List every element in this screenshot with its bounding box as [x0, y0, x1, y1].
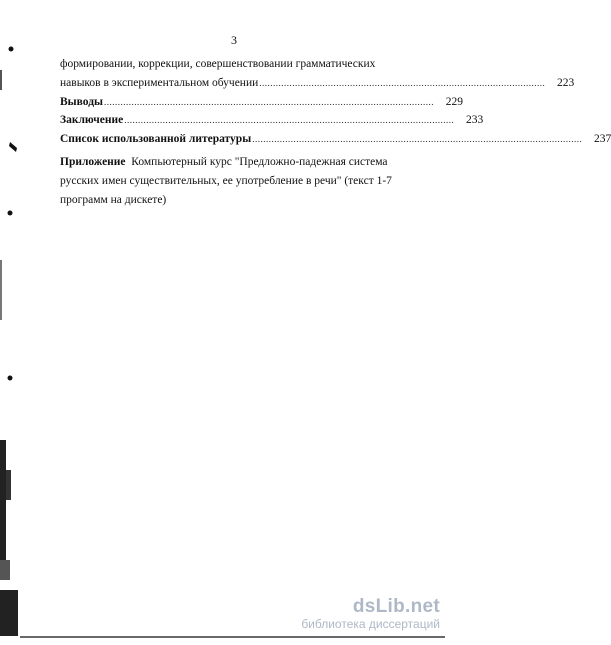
- toc-page-number: 229: [445, 95, 463, 108]
- toc-page-number: 223: [557, 76, 575, 89]
- toc-continuation-line-1: [60, 55, 400, 74]
- toc-page-number: 237: [593, 133, 611, 146]
- dot-leader: ........................................................................................................................: [124, 115, 455, 126]
- appendix-description: Компьютерный курс "Предложно-падежная система русских имен существительных, ее употребление в речи" (текст 1-7 программ на дискете): [60, 155, 392, 206]
- toc-entry-references: [60, 130, 611, 149]
- watermark-logo: dsLib.net: [352, 596, 440, 617]
- dot-leader: ........................................................................................................................: [104, 96, 434, 107]
- dot-leader: ........................................................................................................................: [252, 134, 583, 145]
- toc-entry-label: Список использованной литературы: [60, 133, 252, 146]
- page-number: 3: [231, 33, 237, 47]
- appendix-label: Приложение: [60, 155, 126, 168]
- toc-entry-conclusion: [60, 111, 484, 130]
- scan-margin-artifacts: [0, 0, 22, 645]
- dot-leader: ........................................................................................................: [259, 77, 546, 88]
- toc-entry-label: Выводы: [60, 95, 103, 108]
- toc-page-number: 233: [465, 114, 484, 127]
- watermark: [301, 597, 440, 631]
- toc-continuation-line-2: [60, 74, 575, 93]
- watermark-subtitle: библиотека диссертаций: [301, 617, 440, 631]
- scan-bottom-edge: [20, 636, 445, 638]
- toc-entry-conclusions: [60, 93, 463, 112]
- toc-entry-label: Заключение: [60, 114, 124, 127]
- toc-continuation-text-2: навыков в экспериментальном обучении: [60, 76, 259, 89]
- table-of-contents: [60, 55, 611, 209]
- toc-continuation-text-1: формировании, коррекции, совершенствовании грамматических: [60, 58, 376, 70]
- toc-entry-appendix: [60, 153, 400, 209]
